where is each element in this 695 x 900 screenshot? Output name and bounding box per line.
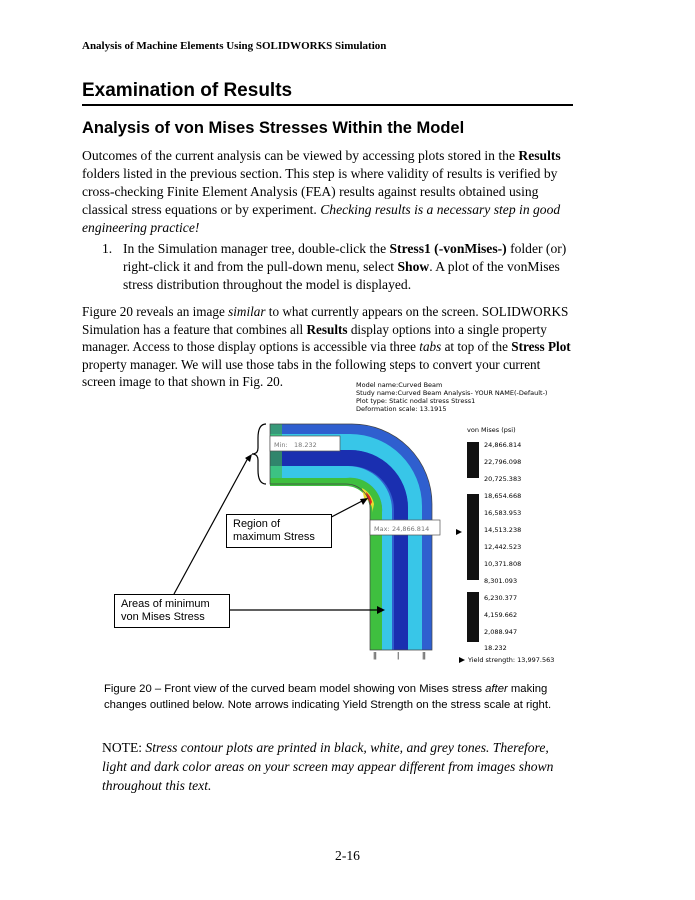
callout-min-line-2: von Mises Stress bbox=[121, 611, 205, 623]
legend-value: 8,301.093 bbox=[484, 577, 518, 585]
note-text: Stress contour plots are printed in black, white, and grey tones. Therefore, light and dark color areas on your screen may appear different from images shown throughout this text. bbox=[102, 740, 554, 793]
intro-bold-results: Results bbox=[518, 148, 561, 163]
step-bold-stress1: Stress1 (-vonMises-) bbox=[389, 241, 507, 256]
legend-value: 18.232 bbox=[484, 644, 507, 652]
note-paragraph bbox=[102, 738, 572, 795]
intro-text-2: folders listed in the previous section. This step is where validity of results is verified by cross-checking Finite Element Analysis (FEA) results against results obtained using classical stress equations or by experiment. bbox=[82, 166, 558, 217]
callout-max-line-1: Region of bbox=[233, 518, 281, 530]
fig-intro-italic-similar: similar bbox=[228, 304, 266, 319]
model-info-line-4: Deformation scale: 13.1915 bbox=[356, 405, 447, 413]
figure-20 bbox=[82, 380, 574, 670]
legend-value: 24,866.814 bbox=[484, 441, 522, 449]
model-info-line-3: Plot type: Static nodal stress Stress1 bbox=[356, 397, 476, 405]
caption-italic-after: after bbox=[485, 683, 508, 695]
intro-paragraph bbox=[82, 147, 574, 237]
callout-max-line-2: maximum Stress bbox=[233, 531, 315, 543]
figure-caption bbox=[104, 681, 564, 713]
legend-value: 16,583.953 bbox=[484, 509, 522, 517]
caption-text-1: Figure 20 – Front view of the curved beam model showing von Mises stress bbox=[104, 683, 486, 695]
fig-intro-text-2: to what currently appears on the screen. SOLIDWORKS Simulation has a feature that combines all bbox=[82, 304, 569, 337]
model-info-line-1: Model name:Curved Beam bbox=[356, 381, 443, 389]
legend-value: 20,725.383 bbox=[484, 475, 522, 483]
svg-text:ǁ: ǁ bbox=[422, 651, 426, 660]
fig-intro-text-1: Figure 20 reveals an image bbox=[82, 304, 229, 319]
legend-title: von Mises (psi) bbox=[467, 426, 516, 434]
section-title: Examination of Results bbox=[82, 80, 293, 101]
min-label-box bbox=[270, 436, 340, 451]
subsection-title: Analysis of von Mises Stresses Within the Model bbox=[82, 119, 465, 137]
max-label: Max: bbox=[374, 525, 390, 533]
note-label: NOTE: bbox=[102, 740, 146, 755]
min-value: 18.232 bbox=[294, 441, 317, 449]
intro-italic-note: Checking results is a necessary step in good engineering practice! bbox=[82, 202, 561, 235]
figure-intro-paragraph bbox=[82, 303, 574, 391]
min-label: Min: bbox=[274, 441, 288, 449]
intro-text-1: Outcomes of the current analysis can be viewed by accessing plots stored in the bbox=[82, 148, 519, 163]
fig-intro-text-5: property manager. We will use those tabs in the following steps to convert your current screen image to that shown in Fig. 20. bbox=[82, 356, 541, 389]
section-title-rule bbox=[82, 104, 573, 106]
legend-value: 22,796.098 bbox=[484, 458, 522, 466]
legend-yield-arrow bbox=[456, 529, 462, 535]
svg-text:ǁ: ǁ bbox=[373, 651, 377, 660]
caption-text-2: making changes outlined below. Note arrows indicating Yield Strength on the stress scale at right. bbox=[104, 683, 552, 711]
step-text-2: folder (or) right-click it and from the pull-down menu, select bbox=[123, 241, 567, 274]
legend-value: 12,442.523 bbox=[484, 543, 522, 551]
legend-value: 6,230.377 bbox=[484, 594, 518, 602]
step-text-1: In the Simulation manager tree, double-click the bbox=[123, 241, 390, 256]
fig-intro-text-4: at top of the bbox=[441, 339, 512, 354]
legend-value: 2,088.947 bbox=[484, 628, 518, 636]
step-text bbox=[123, 240, 574, 294]
yield-strength-label: Yield strength: 13,997.563 bbox=[468, 656, 555, 664]
model-info-line-2: Study name:Curved Beam Analysis- YOUR NAME(-Default-) bbox=[356, 389, 548, 397]
step-bold-show: Show bbox=[397, 259, 430, 274]
legend-color-bar bbox=[467, 442, 479, 642]
max-label-box bbox=[370, 520, 440, 535]
fig-intro-bold-stress-plot: Stress Plot bbox=[511, 339, 571, 354]
step-text-3: . A plot of the vonMises stress distribution throughout the model is displayed. bbox=[123, 259, 560, 292]
callout-min-line-1: Areas of minimum bbox=[121, 598, 210, 610]
legend-value: 14,513.238 bbox=[484, 526, 522, 534]
legend-value: 10,371.808 bbox=[484, 560, 522, 568]
fig-intro-bold-results: Results bbox=[306, 321, 348, 337]
yield-arrow-icon bbox=[459, 657, 465, 663]
bracket bbox=[252, 424, 266, 484]
legend-labels bbox=[484, 441, 521, 652]
callout-max-stress bbox=[226, 514, 332, 548]
legend-value: 4,159.662 bbox=[484, 611, 518, 619]
page-number: 2-16 bbox=[335, 848, 360, 863]
max-value: 24,866.814 bbox=[392, 525, 430, 533]
callout-min-stress bbox=[114, 594, 230, 628]
svg-text:ǀ: ǀ bbox=[397, 651, 400, 660]
legend-value: 18,654.668 bbox=[484, 492, 522, 500]
fig-intro-italic-tabs: tabs bbox=[419, 339, 442, 354]
running-header: Analysis of Machine Elements Using SOLIDWORKS Simulation bbox=[82, 40, 387, 52]
fig-intro-text-3: display options into a single property manager. Access to those display options is accessible via three bbox=[82, 321, 547, 354]
step-number: 1. bbox=[102, 241, 113, 256]
